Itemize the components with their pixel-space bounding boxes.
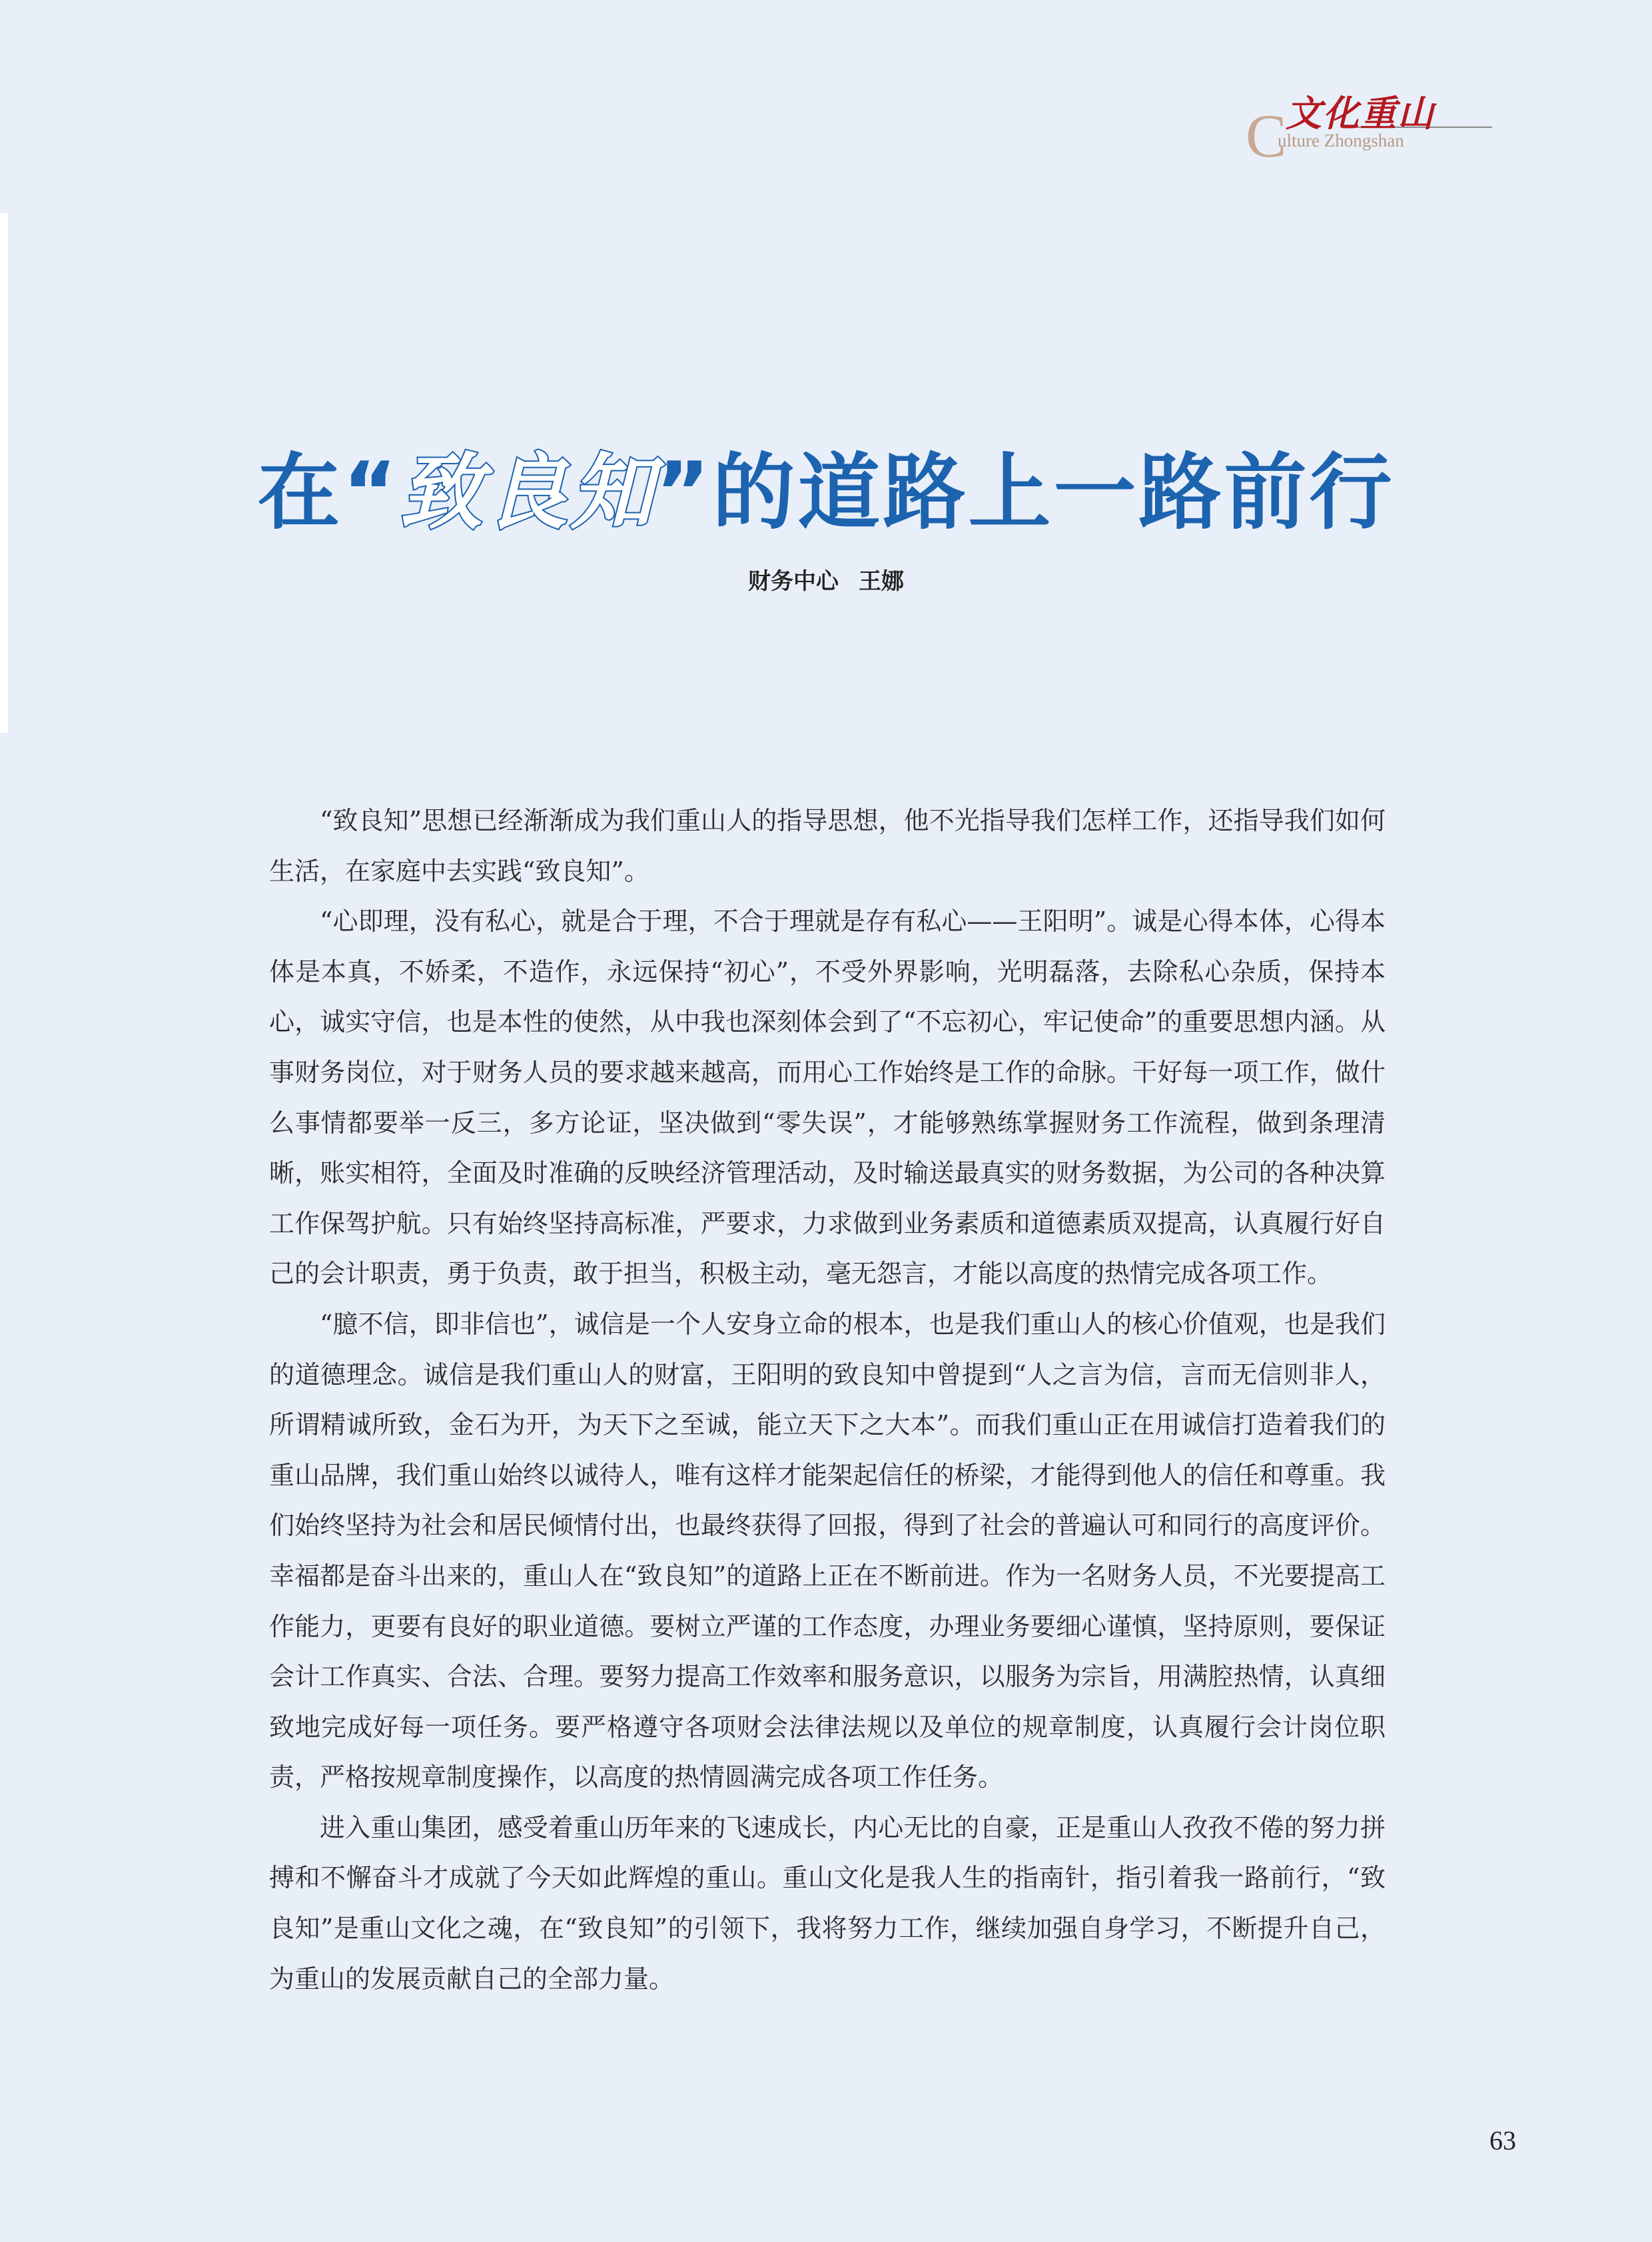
title-highlight: 致良知	[399, 444, 655, 541]
byline	[0, 563, 1652, 595]
author-department: 财务中心	[748, 568, 839, 595]
article-title	[0, 440, 1652, 546]
author-name: 王娜	[859, 568, 904, 595]
logo-english: ulture Zhongshan	[1278, 131, 1404, 151]
article-body	[269, 796, 1386, 2004]
paragraph-3: “臆不信，即非信也”，诚信是一个人安身立命的根本，也是我们重山人的核心价值观，也是我们的道德理念。诚信是我们重山人的财富，王阳明的致良知中曾提到“人之言为信，言而无信则非人，所谓精诚所致，金石为开，为天下之至诚，能立天下之大本”。而我们重山正在用诚信打造着我们的重山品牌，我们重山始终以诚待人，唯有这样才能架起信任的桥梁，才能得到他人的信任和尊重。我们始终坚持为社会和居民倾情付出，也最终获得了回报，得到了社会的普遍认可和同行的高度评价。幸福都是奋斗出来的，重山人在“致良知”的道路上正在不断前进。作为一名财务人员，不光要提高工作能力，更要有良好的职业道德。要树立严谨的工作态度，办理业务要细心谨慎，坚持原则，要保证会计工作真实、合法、合理。要努力提高工作效率和服务意识，以服务为宗旨，用满腔热情，认真细致地完成好每一项任务。要严格遵守各项财会法律法规以及单位的规章制度，认真履行会计岗位职责，严格按规章制度操作，以高度的热情圆满完成各项工作任务。	[269, 1309, 1386, 1792]
paragraph-1: “致良知”思想已经渐渐成为我们重山人的指导思想，他不光指导我们怎样工作，还指导我们如何生活，在家庭中去实践“致良知”。	[269, 806, 1386, 886]
logo-chinese: 文化重山	[1286, 92, 1435, 135]
paragraph-2: “心即理，没有私心，就是合于理，不合于理就是存有私心——王阳明”。诚是心得本体，心得本体是本真，不娇柔，不造作，永远保持“初心”，不受外界影响，光明磊落，去除私心杂质，保持本心，诚实守信，也是本性的使然，从中我也深刻体会到了“不忘初心，牢记使命”的重要思想内涵。从事财务岗位，对于财务人员的要求越来越高，而用心工作始终是工作的命脉。干好每一项工作，做什么事情都要举一反三，多方论证，坚决做到“零失误”，才能够熟练掌握财务工作流程，做到条理清晰，账实相符，全面及时准确的反映经济管理活动，及时输送最真实的财务数据，为公司的各种决算工作保驾护航。只有始终坚持高标准，严要求，力求做到业务素质和道德素质双提高，认真履行好自己的会计职责，勇于负责，敢于担当，积极主动，毫无怨言，才能以高度的热情完成各项工作。	[269, 907, 1386, 1289]
magazine-section-logo	[1246, 80, 1492, 170]
paragraph-4: 进入重山集团，感受着重山历年来的飞速成长，内心无比的自豪，正是重山人孜孜不倦的努力拼搏和不懈奋斗才成就了今天如此辉煌的重山。重山文化是我人生的指南针，指引着我一路前行，“致良知”是重山文化之魂，在“致良知”的引领下，我将努力工作，继续加强自身学习，不断提升自己，为重山的发展贡献自己的全部力量。	[269, 1812, 1386, 1994]
title-prefix: 在“	[257, 445, 400, 541]
title-suffix: ”的道路上一路前行	[655, 445, 1395, 541]
page-number: 63	[1489, 2125, 1516, 2155]
logo-initial: C	[1246, 102, 1287, 170]
